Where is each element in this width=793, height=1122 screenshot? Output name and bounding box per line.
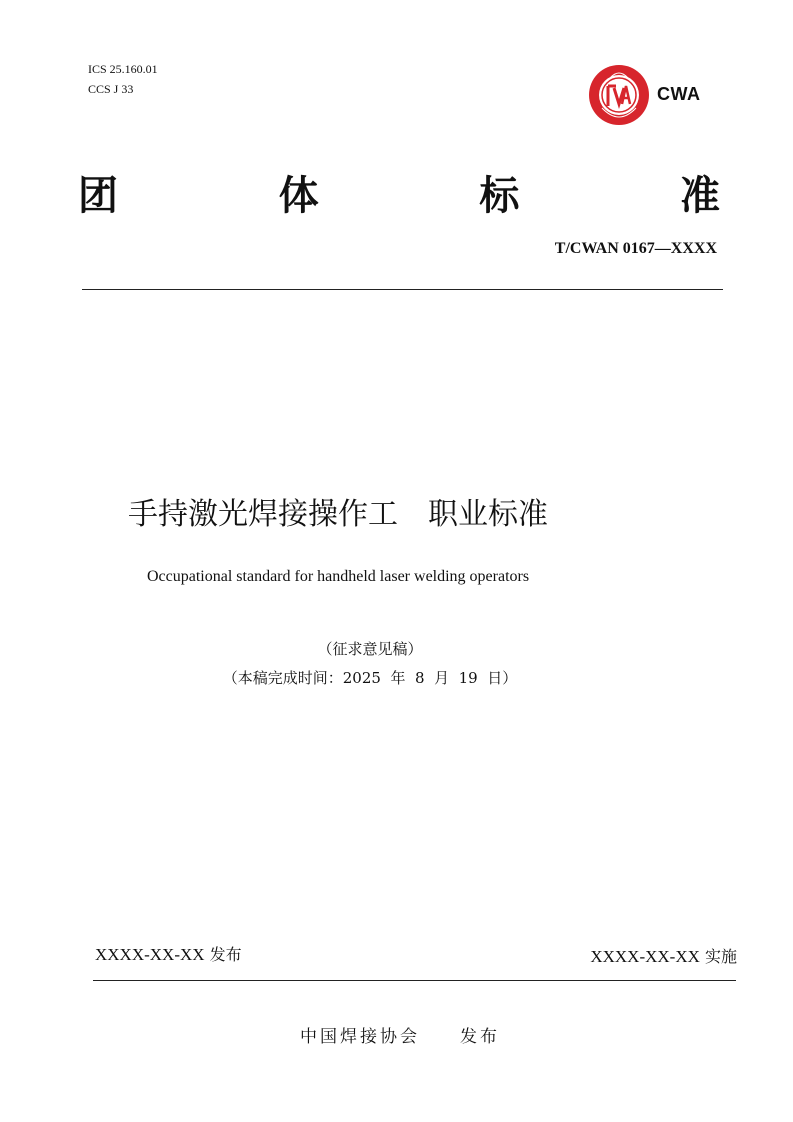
ccs-code: CCS J 33	[88, 82, 134, 96]
standard-type-char: 体	[278, 173, 319, 219]
document-title-en: Occupational standard for handheld laser welding operators	[147, 568, 530, 585]
implementation-date: XXXX-XX-XX	[590, 947, 700, 966]
cwa-logo-icon	[588, 64, 650, 126]
logo-wordmark: CWA	[657, 84, 701, 104]
draft-completion-date: （本稿完成时间：2025 年 8 月 19 日）	[222, 669, 518, 687]
classification-codes	[88, 59, 158, 99]
standard-type-title	[78, 170, 720, 222]
standard-type-char: 准	[679, 173, 720, 219]
issue-date-line	[95, 943, 242, 967]
issue-date: XXXX-XX-XX	[95, 945, 205, 964]
document-title-cn: 手持激光焊接操作工 职业标准	[128, 497, 548, 532]
issue-label: 发布	[209, 945, 242, 964]
implementation-date-line	[590, 945, 737, 969]
ics-code: ICS 25.160.01	[88, 62, 158, 76]
draft-status: （征求意见稿）	[317, 640, 423, 658]
implementation-label: 实施	[704, 947, 737, 966]
standard-code: T/CWAN 0167—XXXX	[554, 240, 717, 257]
footer-divider	[93, 980, 736, 981]
header-divider	[82, 289, 723, 290]
standard-type-char: 标	[479, 173, 520, 219]
publisher-line: 中国焊接协会 发布	[300, 1027, 500, 1047]
standard-type-char: 团	[78, 173, 118, 219]
